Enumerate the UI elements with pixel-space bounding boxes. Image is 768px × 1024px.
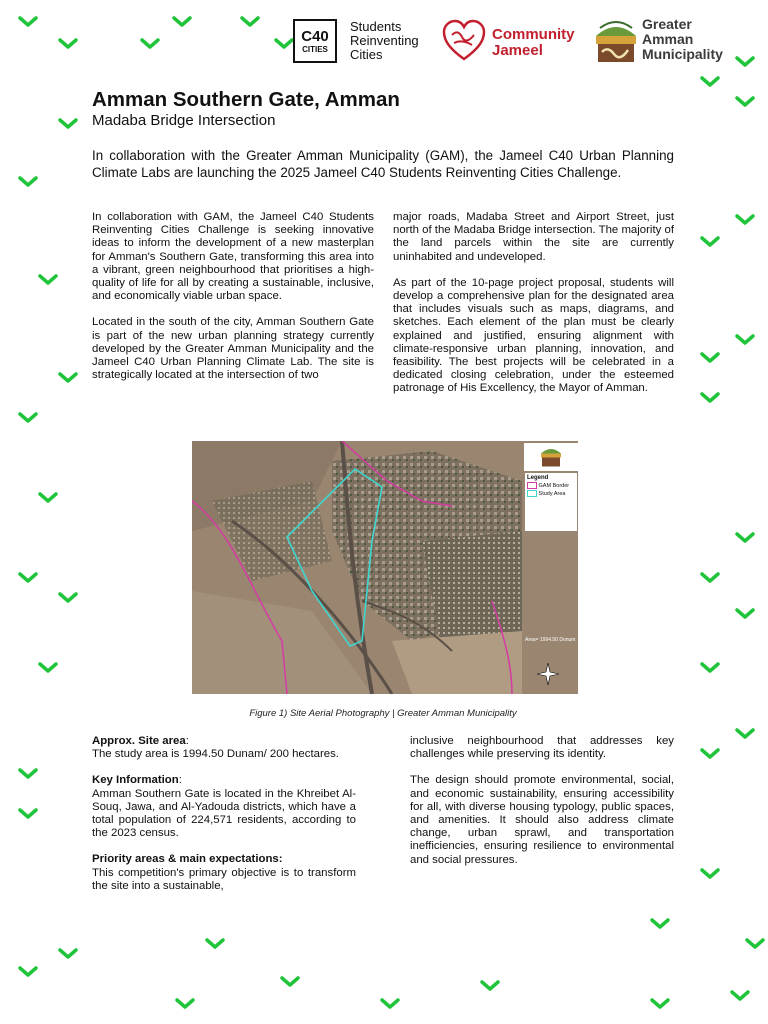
chevron-down-icon xyxy=(175,998,197,1012)
page-subtitle: Madaba Bridge Intersection xyxy=(92,112,276,129)
c40-logo-text: C40 xyxy=(301,28,329,45)
chevron-down-icon xyxy=(58,372,80,386)
chevron-down-icon xyxy=(205,938,227,952)
page-title: Amman Southern Gate, Amman xyxy=(92,88,400,111)
intro-right-column xyxy=(393,211,674,409)
gam-line-3: Municipality xyxy=(642,46,723,62)
chevron-down-icon xyxy=(700,748,722,762)
chevron-down-icon xyxy=(18,808,40,822)
chevron-down-icon xyxy=(38,492,60,506)
details-right-paragraph-2: The design should promote environmental, social, and economic sustainability, ensuring accessibility for all, with diverse housing typology, public spaces, and amenities. It should also address climate change, urban sprawl, and transportation inefficiencies, ensuring resilience to environmental and social pressures. xyxy=(410,774,674,866)
c40-logo xyxy=(293,19,337,63)
intro-right-paragraph-2: As part of the 10-page project proposal, students will develop a comprehensive plan for the designated area that includes visuals such as maps, diagrams, and sketches. Each element of the plan must be clearly explained and justified, ensuring alignment with climate-responsive urban planning, innovation, and feasibility. The best projects will be celebrated in a dedicated closing celebration, under the esteemed patronage of His Excellency, the Mayor of Amman. xyxy=(393,276,674,395)
chevron-down-icon xyxy=(18,176,40,190)
gam-logo xyxy=(642,17,723,62)
legend-item-study xyxy=(527,490,575,498)
chevron-down-icon xyxy=(18,16,40,30)
priority-heading: Priority areas & main expectations: xyxy=(92,853,283,866)
key-info-heading: Key Information xyxy=(92,774,179,787)
chevron-down-icon xyxy=(240,16,262,30)
chevron-down-icon xyxy=(480,980,502,994)
legend-item-gam xyxy=(527,482,575,490)
chevron-down-icon xyxy=(735,96,757,110)
cj-line-2: Jameel xyxy=(492,42,543,59)
chevron-down-icon xyxy=(140,38,162,52)
intro-left-paragraph-1: In collaboration with GAM, the Jameel C40 Students Reinventing Cities Challenge is seeking innovative ideas to inform the development of a new masterplan for Amman's Southern Gate, transforming this area into a vibrant, green neighbourhood that prioritises a high-quality of life for all by creating a sustainable, inclusive, and economically viable urban space. xyxy=(92,211,374,303)
chevron-down-icon xyxy=(650,918,672,932)
chevron-down-icon xyxy=(700,868,722,882)
map-area-label: Area= 1994.50 Donum xyxy=(525,637,576,643)
src-line-2: Reinventing xyxy=(350,33,419,48)
chevron-down-icon xyxy=(58,38,80,52)
chevron-down-icon xyxy=(700,662,722,676)
gam-emblem-icon xyxy=(592,16,640,66)
c40-logo-subtext: CITIES xyxy=(302,45,328,54)
legend-label-study: Study Area xyxy=(538,490,566,497)
src-line-1: Students xyxy=(350,19,402,34)
chevron-down-icon xyxy=(745,938,767,952)
legend-swatch-gam xyxy=(527,482,537,489)
site-aerial-map xyxy=(192,441,578,694)
north-arrow-icon xyxy=(537,663,559,685)
chevron-down-icon xyxy=(730,990,752,1004)
legend-swatch-study xyxy=(527,490,537,497)
chevron-down-icon xyxy=(58,118,80,132)
chevron-down-icon xyxy=(38,662,60,676)
site-area-heading: Approx. Site area xyxy=(92,735,186,747)
chevron-down-icon xyxy=(700,572,722,586)
lead-paragraph: In collaboration with the Greater Amman Municipality (GAM), the Jameel C40 Urban Planning Climate Labs are launching the 2025 Jameel C40 Students Reinventing Cities Challenge. xyxy=(92,148,674,180)
chevron-down-icon xyxy=(58,592,80,606)
legend-label-gam: GAM Border xyxy=(538,482,570,489)
gam-line-1: Greater xyxy=(642,16,692,32)
partner-logos xyxy=(290,14,738,70)
details-right-column xyxy=(410,735,674,880)
chevron-down-icon xyxy=(58,948,80,962)
chevron-down-icon xyxy=(18,966,40,980)
chevron-down-icon xyxy=(380,998,402,1012)
site-area-text: The study area is 1994.50 Dunam/ 200 hectares. xyxy=(92,748,339,761)
community-jameel-heart-icon xyxy=(442,19,486,63)
aerial-photo-image xyxy=(192,441,578,694)
map-gam-emblem xyxy=(524,443,578,471)
src-line-3: Cities xyxy=(350,47,383,62)
students-reinventing-cities-logo xyxy=(350,20,419,62)
chevron-down-icon xyxy=(700,236,722,250)
details-left-column: Approx. Site area: The study area is 1994.50 Dunam/ 200 hectares. Key Information: Amman Southern Gate is located in the Khreibet Al-Souq, Jawa, and Al-Yadouda districts, which have a total population of 224,571 residents, according to the 2023 census. Priority areas & main expectations: This competition's primary objective is to transform the site into a sustainable, xyxy=(92,735,356,892)
chevron-down-icon xyxy=(735,56,757,70)
cj-line-1: Community xyxy=(492,26,575,43)
chevron-down-icon xyxy=(700,76,722,90)
legend-title: Legend xyxy=(527,475,549,481)
chevron-down-icon xyxy=(735,728,757,742)
chevron-down-icon xyxy=(735,214,757,228)
chevron-down-icon xyxy=(700,392,722,406)
map-gam-emblem-icon xyxy=(539,443,563,469)
chevron-down-icon xyxy=(172,16,194,30)
chevron-down-icon xyxy=(735,608,757,622)
chevron-down-icon xyxy=(18,412,40,426)
chevron-down-icon xyxy=(18,768,40,782)
key-info-text: Amman Southern Gate is located in the Khreibet Al-Souq, Jawa, and Al-Yadouda districts, which have a total population of 224,571 residents, according to the 2023 census. xyxy=(92,787,356,840)
intro-left-paragraph-2: Located in the south of the city, Amman Southern Gate is part of the new urban planning strategy currently developed by the Greater Amman Municipality and the Jameel C40 Urban Planning Climate Lab. The site is strategically located at the intersection of two xyxy=(92,316,374,382)
chevron-down-icon xyxy=(735,334,757,348)
intro-left-column xyxy=(92,211,374,395)
chevron-down-icon xyxy=(18,572,40,586)
chevron-down-icon xyxy=(38,274,60,288)
details-right-paragraph-1: inclusive neighbourhood that addresses key challenges while preserving its identity. xyxy=(410,735,674,761)
chevron-down-icon xyxy=(700,352,722,366)
figure-caption: Figure 1) Site Aerial Photography | Greater Amman Municipality xyxy=(249,708,517,719)
chevron-down-icon xyxy=(650,998,672,1012)
intro-right-paragraph-1: major roads, Madaba Street and Airport Street, just north of the Madaba Bridge intersection. The majority of the land parcels within the site are currently uninhabited and undeveloped. xyxy=(393,211,674,263)
gam-line-2: Amman xyxy=(642,31,694,47)
community-jameel-logo xyxy=(492,27,575,59)
chevron-down-icon xyxy=(280,976,302,990)
priority-text: This competition's primary objective is to transform the site into a sustainable, xyxy=(92,866,356,892)
chevron-down-icon xyxy=(735,532,757,546)
map-legend xyxy=(525,473,577,531)
